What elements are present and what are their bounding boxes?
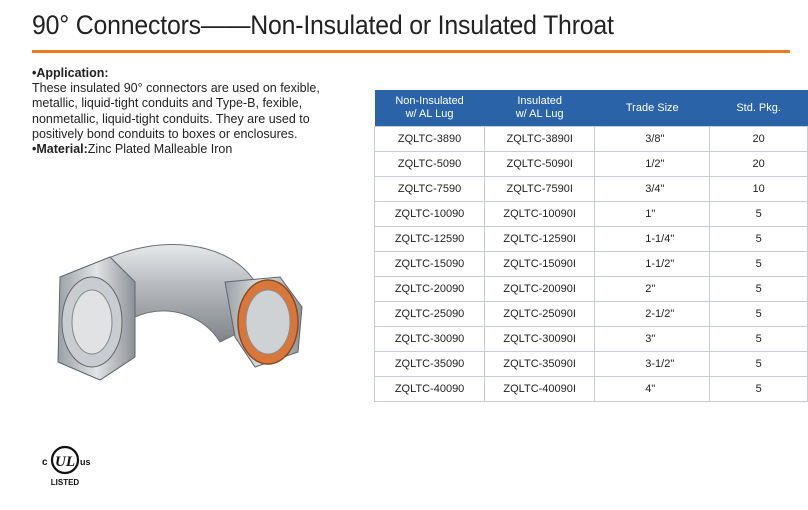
- product-description: [32, 66, 332, 157]
- cell-std-pkg: 5: [710, 252, 808, 277]
- material-label: •Material:: [32, 142, 88, 157]
- cell-insulated: ZQLTC-10090I: [485, 202, 595, 227]
- table-row: [375, 152, 808, 177]
- col-non-insulated: Non-Insulated w/ AL Lug: [375, 90, 485, 127]
- cell-trade-size: 1-1/4": [595, 227, 710, 252]
- cell-trade-size: 3-1/2": [595, 352, 710, 377]
- table-row: [375, 202, 808, 227]
- ul-c-text: c: [42, 457, 48, 468]
- ul-mark-text: UL: [55, 454, 75, 470]
- cell-non-insulated: ZQLTC-10090: [375, 202, 485, 227]
- table-row: [375, 252, 808, 277]
- cell-insulated: ZQLTC-15090I: [485, 252, 595, 277]
- table-header-row: [375, 90, 808, 127]
- cell-std-pkg: 20: [710, 152, 808, 177]
- cell-insulated: ZQLTC-7590I: [485, 177, 595, 202]
- table-row: [375, 177, 808, 202]
- col-std-pkg: Std. Pkg.: [710, 90, 808, 127]
- cell-trade-size: 3": [595, 327, 710, 352]
- ul-listed-logo: [36, 440, 94, 490]
- cell-std-pkg: 5: [710, 302, 808, 327]
- cell-non-insulated: ZQLTC-20090: [375, 277, 485, 302]
- cell-non-insulated: ZQLTC-30090: [375, 327, 485, 352]
- table-row: [375, 227, 808, 252]
- cell-non-insulated: ZQLTC-25090: [375, 302, 485, 327]
- cell-insulated: ZQLTC-30090I: [485, 327, 595, 352]
- cell-non-insulated: ZQLTC-12590: [375, 227, 485, 252]
- connector-photo: [40, 222, 310, 392]
- cell-std-pkg: 5: [710, 377, 808, 402]
- cell-trade-size: 3/4": [595, 177, 710, 202]
- table-row: [375, 327, 808, 352]
- cell-trade-size: 2": [595, 277, 710, 302]
- application-label: •Application:: [32, 66, 109, 80]
- cell-std-pkg: 20: [710, 127, 808, 152]
- col-insulated: Insulated w/ AL Lug: [485, 90, 595, 127]
- cell-trade-size: 4": [595, 377, 710, 402]
- cell-non-insulated: ZQLTC-40090: [375, 377, 485, 402]
- table-row: [375, 127, 808, 152]
- title-divider: [32, 50, 790, 53]
- cell-std-pkg: 5: [710, 202, 808, 227]
- table-row: [375, 302, 808, 327]
- ul-listed-text: LISTED: [50, 478, 80, 487]
- cell-non-insulated: ZQLTC-15090: [375, 252, 485, 277]
- table-row: [375, 277, 808, 302]
- cell-trade-size: 1/2": [595, 152, 710, 177]
- ul-us-text: us: [80, 457, 91, 467]
- cell-trade-size: 1-1/2": [595, 252, 710, 277]
- application-text: These insulated 90° connectors are used on fexible, metallic, liquid-tight conduits and Type-B, fexible, nonmetallic, liquid-tight conduits. They are used to positively bond conduits to boxes or enclosures.: [32, 81, 320, 141]
- cell-insulated: ZQLTC-12590I: [485, 227, 595, 252]
- cell-non-insulated: ZQLTC-35090: [375, 352, 485, 377]
- cell-non-insulated: ZQLTC-7590: [375, 177, 485, 202]
- product-table: [374, 90, 808, 402]
- cell-std-pkg: 5: [710, 277, 808, 302]
- cell-insulated: ZQLTC-3890I: [485, 127, 595, 152]
- page-title: 90° Connectors——Non-Insulated or Insulated Throat: [32, 10, 614, 40]
- cell-std-pkg: 5: [710, 227, 808, 252]
- material-text: Zinc Plated Malleable Iron: [87, 142, 233, 157]
- table-row: [375, 352, 808, 377]
- cell-std-pkg: 5: [710, 352, 808, 377]
- cell-std-pkg: 5: [710, 327, 808, 352]
- cell-std-pkg: 10: [710, 177, 808, 202]
- cell-insulated: ZQLTC-35090I: [485, 352, 595, 377]
- cell-non-insulated: ZQLTC-3890: [375, 127, 485, 152]
- cell-trade-size: 1": [595, 202, 710, 227]
- cell-non-insulated: ZQLTC-5090: [375, 152, 485, 177]
- col-trade-size: Trade Size: [595, 90, 710, 127]
- table-row: [375, 377, 808, 402]
- cell-trade-size: 2-1/2": [595, 302, 710, 327]
- cell-insulated: ZQLTC-20090I: [485, 277, 595, 302]
- cell-trade-size: 3/8": [595, 127, 710, 152]
- cell-insulated: ZQLTC-25090I: [485, 302, 595, 327]
- cell-insulated: ZQLTC-5090I: [485, 152, 595, 177]
- cell-insulated: ZQLTC-40090I: [485, 377, 595, 402]
